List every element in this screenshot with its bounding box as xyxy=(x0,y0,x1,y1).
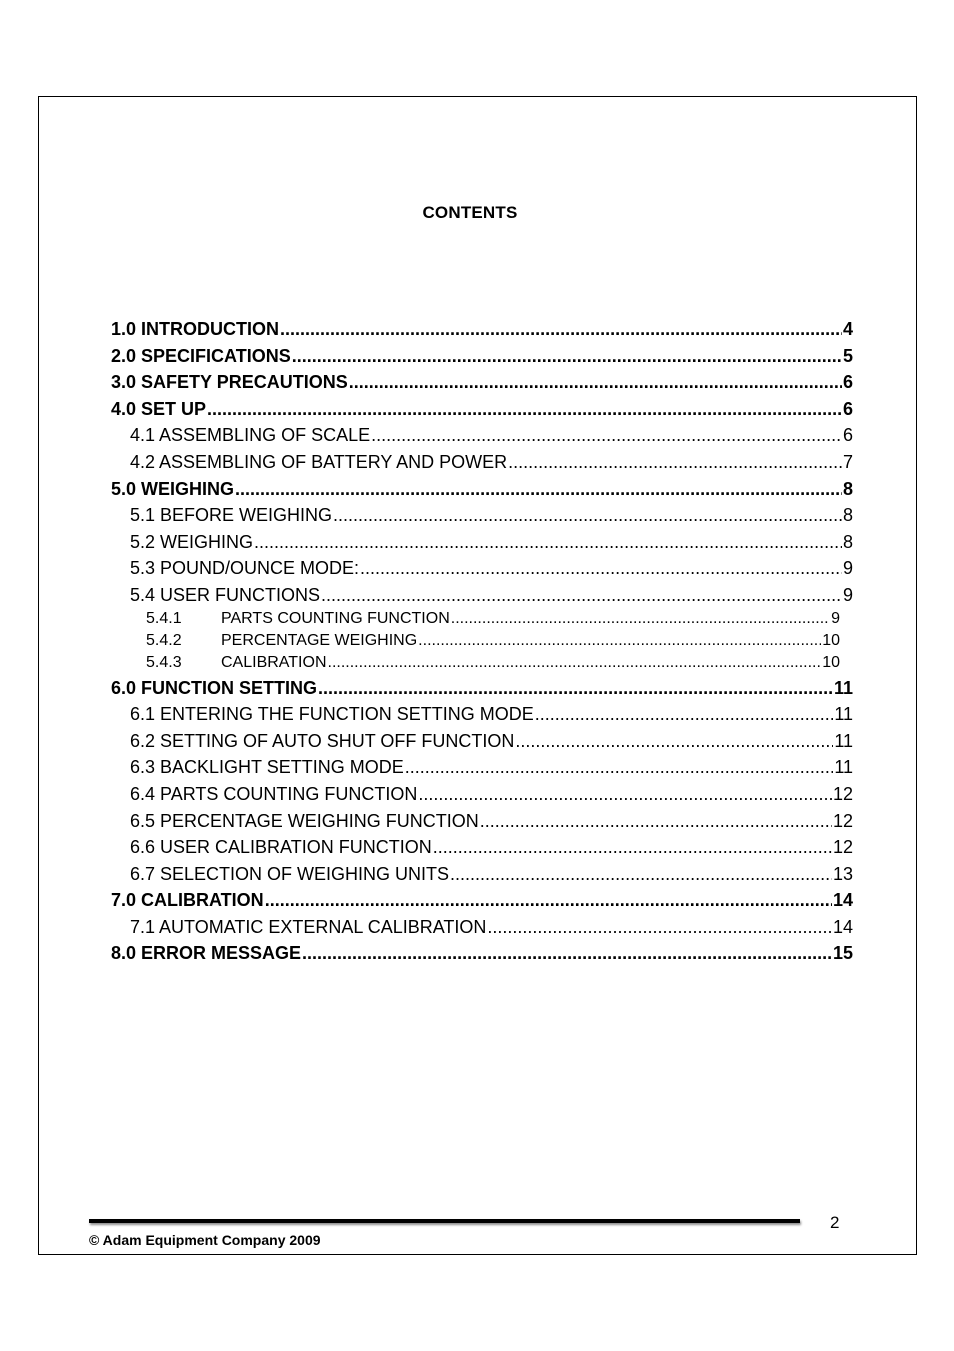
toc-entry[interactable] xyxy=(111,343,853,370)
toc-entry-label: 6.5 PERCENTAGE WEIGHING FUNCTION xyxy=(130,810,479,831)
toc-entry[interactable] xyxy=(111,555,853,582)
toc-dot-leader xyxy=(487,914,832,941)
toc-dot-leader xyxy=(418,631,821,651)
page-title: CONTENTS xyxy=(422,203,518,222)
toc-entry-label: 5.0 WEIGHING xyxy=(111,478,235,499)
toc-dot-leader xyxy=(515,728,833,755)
toc-entry-page: 15 xyxy=(832,943,853,964)
toc-dot-leader xyxy=(328,653,822,673)
toc-entry-page: 14 xyxy=(832,890,853,911)
toc-entry-label: 6.2 SETTING OF AUTO SHUT OFF FUNCTION xyxy=(130,730,515,751)
toc-dot-leader xyxy=(292,343,842,370)
toc-entry[interactable] xyxy=(111,631,840,653)
toc-entry[interactable] xyxy=(111,834,853,861)
toc-entry[interactable] xyxy=(111,808,853,835)
toc-entry-page: 11 xyxy=(833,677,853,698)
toc-entry[interactable] xyxy=(111,754,853,781)
toc-entry[interactable] xyxy=(111,529,853,556)
toc-dot-leader xyxy=(418,781,832,808)
copyright-notice: © Adam Equipment Company 2009 xyxy=(89,1232,321,1248)
toc-dot-leader xyxy=(235,476,842,503)
footer-rule xyxy=(89,1219,800,1223)
toc-entry-label: 7.1 AUTOMATIC EXTERNAL CALIBRATION xyxy=(130,916,487,937)
toc-entry-page: 6 xyxy=(842,372,853,393)
toc-entry-page: 11 xyxy=(834,730,853,751)
toc-entry-page: 12 xyxy=(832,783,853,804)
toc-entry-label xyxy=(146,631,417,651)
toc-entry-label: 7.0 CALIBRATION xyxy=(111,890,264,911)
toc-entry[interactable] xyxy=(111,701,853,728)
toc-entry-page: 6 xyxy=(842,398,853,419)
toc-entry[interactable] xyxy=(111,653,840,675)
toc-dot-leader xyxy=(318,675,833,702)
toc-entry[interactable] xyxy=(111,476,853,503)
toc-entry-label: 1.0 INTRODUCTION xyxy=(111,319,280,339)
toc-dot-leader xyxy=(433,834,832,861)
toc-entry[interactable] xyxy=(111,369,853,396)
toc-entry-page: 5 xyxy=(842,345,853,366)
toc-entry[interactable] xyxy=(111,675,853,702)
toc-entry[interactable] xyxy=(111,316,853,343)
toc-dot-leader xyxy=(451,609,830,629)
toc-dot-leader xyxy=(349,369,842,396)
toc-entry-page: 8 xyxy=(842,505,853,526)
toc-entry-text: PERCENTAGE WEIGHING xyxy=(221,631,418,649)
toc-entry-page: 11 xyxy=(834,704,853,725)
toc-entry-page: 10 xyxy=(822,653,840,671)
toc-entry-label: 5.4 USER FUNCTIONS xyxy=(130,584,321,605)
toc-dot-leader xyxy=(535,701,834,728)
toc-entry-label xyxy=(146,609,450,629)
toc-entry-text: PARTS COUNTING FUNCTION xyxy=(221,609,450,627)
toc-entry[interactable] xyxy=(111,609,840,631)
toc-entry[interactable] xyxy=(111,582,853,609)
toc-entry-label: 6.0 FUNCTION SETTING xyxy=(111,677,318,698)
toc-entry-label: 3.0 SAFETY PRECAUTIONS xyxy=(111,372,348,393)
toc-entry-label: 5.2 WEIGHING xyxy=(130,531,254,552)
toc-entry-label: 5.1 BEFORE WEIGHING xyxy=(130,505,333,526)
toc-entry-page: 14 xyxy=(832,916,853,937)
toc-entry-page: 12 xyxy=(832,837,853,858)
toc-entry-label: 6.3 BACKLIGHT SETTING MODE xyxy=(130,757,404,778)
toc-entry-label: 2.0 SPECIFICATIONS xyxy=(111,345,291,366)
toc-entry-label: 6.6 USER CALIBRATION FUNCTION xyxy=(130,837,432,858)
toc-entry[interactable] xyxy=(111,781,853,808)
page-number: 2 xyxy=(830,1213,840,1232)
toc-entry[interactable] xyxy=(111,728,853,755)
toc-entry-page: 9 xyxy=(831,609,840,627)
toc-entry-label: 4.2 ASSEMBLING OF BATTERY AND POWER xyxy=(130,451,508,472)
toc-dot-leader xyxy=(371,422,842,449)
toc-entry[interactable] xyxy=(111,914,853,941)
toc-dot-leader xyxy=(302,940,832,967)
toc-dot-leader xyxy=(405,754,834,781)
toc-dot-leader xyxy=(321,582,842,609)
toc-entry-page: 9 xyxy=(842,558,853,579)
toc-entry-page: 8 xyxy=(842,531,853,552)
toc-entry-label: 6.4 PARTS COUNTING FUNCTION xyxy=(130,783,418,804)
toc-entry-page: 7 xyxy=(842,451,853,472)
toc-dot-leader xyxy=(450,861,832,888)
toc-entry-label: 8.0 ERROR MESSAGE xyxy=(111,943,302,964)
toc-entry-page: 8 xyxy=(842,478,853,499)
toc-dot-leader xyxy=(254,529,842,556)
toc-entry[interactable] xyxy=(111,396,853,423)
toc-entry-label: 4.0 SET UP xyxy=(111,398,207,419)
toc-entry-label: 4.1 ASSEMBLING OF SCALE xyxy=(130,425,371,446)
toc-dot-leader xyxy=(360,555,842,582)
toc-dot-leader xyxy=(333,502,842,529)
toc-entry-page: 13 xyxy=(832,863,853,884)
table-of-contents xyxy=(111,316,853,967)
toc-entry-number: 5.4.1 xyxy=(146,609,182,627)
toc-entry-label: 5.3 POUND/OUNCE MODE: xyxy=(130,558,360,579)
toc-entry-text: CALIBRATION xyxy=(221,653,327,671)
toc-entry-number: 5.4.3 xyxy=(146,653,182,671)
toc-dot-leader xyxy=(508,449,842,476)
toc-entry[interactable] xyxy=(111,940,853,967)
toc-entry-label: 6.7 SELECTION OF WEIGHING UNITS xyxy=(130,863,450,884)
toc-dot-leader xyxy=(207,396,842,423)
toc-entry[interactable] xyxy=(111,422,853,449)
toc-entry-page: 12 xyxy=(832,810,853,831)
toc-entry-page: 10 xyxy=(822,631,840,649)
toc-dot-leader xyxy=(280,316,842,343)
toc-entry[interactable] xyxy=(111,887,853,914)
toc-entry-page: 4 xyxy=(842,319,853,339)
toc-entry-label xyxy=(146,653,327,673)
toc-entry-number: 5.4.2 xyxy=(146,631,182,649)
toc-entry[interactable] xyxy=(111,449,853,476)
toc-entry-label: 6.1 ENTERING THE FUNCTION SETTING MODE xyxy=(130,704,534,725)
toc-dot-leader xyxy=(480,808,832,835)
toc-entry-page: 9 xyxy=(842,584,853,605)
toc-entry[interactable] xyxy=(111,502,853,529)
toc-entry-page: 6 xyxy=(842,425,853,446)
toc-dot-leader xyxy=(265,887,832,914)
toc-entry[interactable] xyxy=(111,861,853,888)
toc-entry-page: 11 xyxy=(834,757,853,778)
